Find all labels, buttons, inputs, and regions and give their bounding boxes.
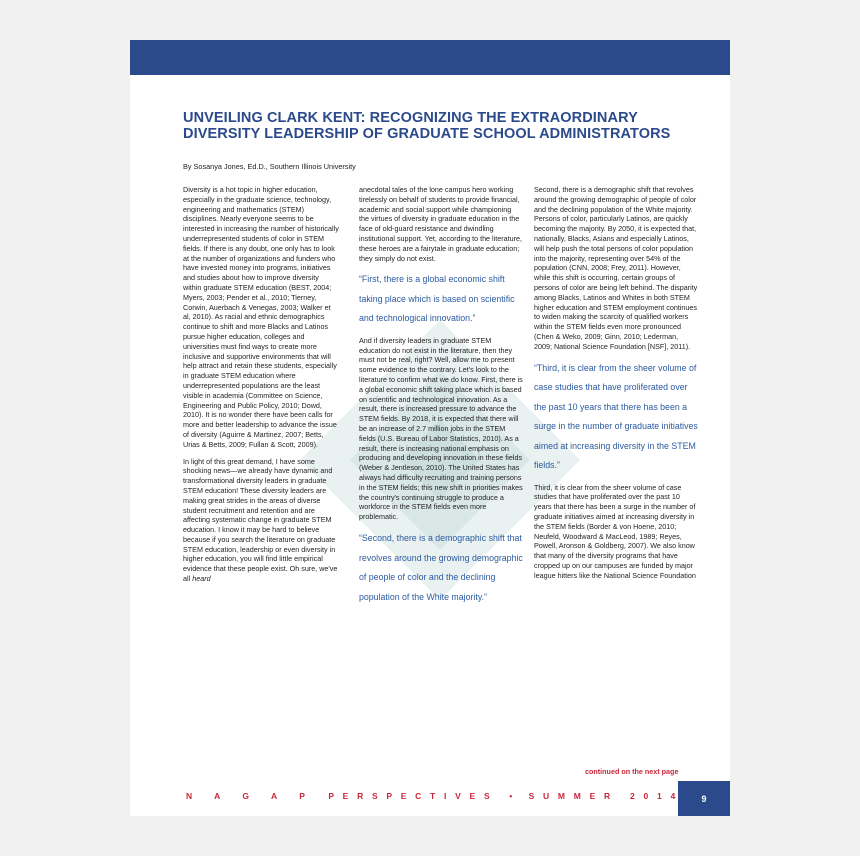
footer-season: S U M M E R 2 0 1 4 — [528, 791, 679, 801]
paragraph: Second, there is a demographic shift that revolves around the growing demographic of people of color and the declining population of the White majority. Persons of color, particularly Latinos, are quickly becoming the majority. By 2050, it is expected that, nationally, Blacks, Asians and especially Latinos, will help push the total persons of color population into the majority, representing over 54% of the population (CNN, 2008; Frey, 2011). However, while this shift is occurring, certain groups of persons of color are being left behind. The disparity among Blacks, Latinos and Whites in both STEM higher education and STEM employment continues to widen making the scarcity of qualified workers within the STEM fields even more pronounced (Chen & Weko, 2009; Ginn, 2010; Lederman, 2009; National Science Foundation [NSF], 2011). — [534, 185, 698, 351]
footer-org: N A G A P — [186, 791, 306, 801]
pull-quote: “Second, there is a demographic shift that revolves around the growing demographic of people of color and the declining population of the White majority.” — [359, 533, 523, 602]
article-byline: By Sosanya Jones, Ed.D., Southern Illinois University — [183, 162, 356, 171]
column-3 — [534, 185, 698, 588]
pull-quote: “Third, it is clear from the sheer volume of case studies that have proliferated over the past 10 years that there has been a surge in the number of graduate initiatives aimed at increasing diversity in the STEM fields.” — [534, 362, 698, 471]
article-title: UNVEILING CLARK KENT: RECOGNIZING THE EXTRAORDINARY DIVERSITY LEADERSHIP OF GRADUATE SCHOOL ADMINISTRATORS — [183, 110, 671, 142]
paragraph — [183, 457, 339, 584]
footer-publication — [186, 791, 678, 801]
paragraph-text: In light of this great demand, I have some shocking news—we already have dynamic and transformational diversity leaders in graduate STEM education! These diversity leaders are making great strides in the areas of diverse student recruitment and retention and are affecting systematic change in graduate STEM education. I know it may be hard to believe because if you search the literature on graduate STEM education, leadership or even diversity in higher education, you will find little empirical evidence that these people exist. Oh sure, we've all — [183, 456, 338, 584]
continued-note: continued on the next page — [585, 767, 679, 776]
footer-perspectives: P E R S P E C T I V E S — [328, 791, 493, 801]
footer-bullet: • — [509, 791, 513, 801]
column-1 — [183, 185, 339, 591]
page-number: 9 — [678, 781, 730, 816]
paragraph-italic: heard — [192, 574, 211, 584]
paragraph: anecdotal tales of the lone campus hero working tirelessly on behalf of students to provide financial, academic and social support while championing the virtues of diversity in graduate education in the face of old-guard resistance and dwindling institutional support. Yet, according to the literature, these heroes are a fairytale in graduate education; they simply do not exist. — [359, 185, 523, 263]
paragraph: Third, it is clear from the sheer volume of case studies that have proliferated over the past 10 years that there has been a surge in the number of graduate initiatives aimed at increasing diversity in the STEM fields (Border & von Hoene, 2010; Neufeld, Woodward & MacLeod, 1989; Reyes, Powell, Aronson & Goldberg, 2007). We also know that many of the diversity programs that have cropped up on our campuses are funded by major league hitters like the National Science Foundation — [534, 482, 696, 580]
header-bar — [130, 40, 730, 75]
column-2 — [359, 185, 523, 614]
pull-quote: “First, there is a global economic shift taking place which is based on scientific and technological innovation.” — [359, 274, 515, 324]
paragraph: Diversity is a hot topic in higher education, especially in the graduate science, technology, engineering and mathematics (STEM) disciplines. Nearly everyone seems to be interested in increasing the number of historically underrepresented students of color in STEM fields. If there is any doubt, one only has to look at the number of organizations and funders who have invested money into programs, initiatives and studies about how to improve diversity within graduate STEM education (BEST, 2004; Myers, 2003; Pender et al., 2010; Tierney, Corwin, Auerbach & Venegas, 2003; Walker et al, 2010). As racial and ethnic demographics continue to shift and more Blacks and Latinos pursue higher education, colleges and universities must find ways to create more inclusive and supportive environments that will help attract and retain these students, especially in graduate STEM education where underrepresented populations are the least visible in academia (Committee on Science, Engineering and Public Policy, 2010; Dowd, 2010). It is no wonder there have been calls for more and better leadership to advance the issue of diversity (Aguirre & Martinez, 2007; Betts, Urias & Betts, 2009; Fullan & Scott, 2009). — [183, 185, 339, 449]
paragraph: And if diversity leaders in graduate STEM education do not exist in the literature, then they must not be real, right? Well, allow me to present some evidence to the contrary. Let's look to the literature to confirm what we do know. First, there is a global economic shift taking place which is based on scientific and technological innovation. As a result, there is increased pressure to advance the STEM fields. By 2018, it is expected that there will be an increase of 2.7 million jobs in the STEM fields (U.S. Bureau of Labor Statistics, 2010). As a result, there is increasing national emphasis on producing and developing innovation in these fields (Weber & Jentleson, 2010). The United States has always had difficulty recruiting and training persons in the STEM fields; this new shift in priorities makes the country's continuing struggle to produce a workforce in the STEM fields even more problematic. — [359, 335, 523, 522]
magazine-page — [130, 40, 730, 816]
